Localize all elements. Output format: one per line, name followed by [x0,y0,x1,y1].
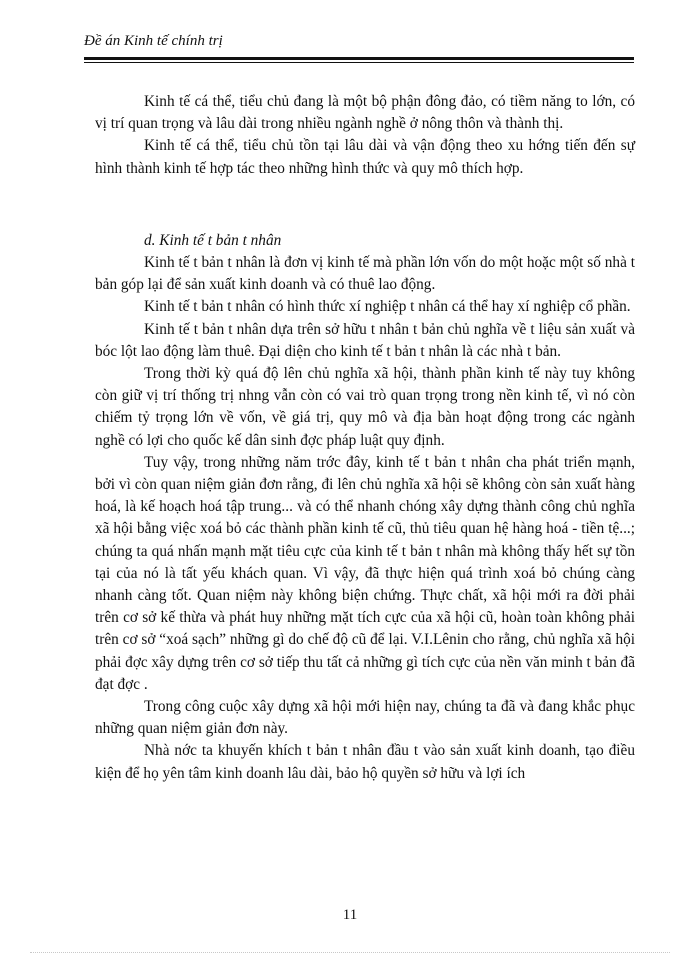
paragraph: Kinh tế t bản t nhân dựa trên sở hữu t nhân t bản chủ nghĩa về t liệu sản xuất và bóc lột lao động làm thuê. Đại diện cho kinh tế t bản t nhân là các nhà t bản. [95,320,635,360]
paragraph: Kinh tế cá thể, tiểu chủ đang là một bộ phận đông đảo, có tiềm năng to lớn, có vị trí quan trọng và lâu dài trong nhiều ngành nghề ở nông thôn và thành thị. [95,93,635,133]
header-rule-thick [84,57,634,60]
header-rule-thin [84,62,634,63]
paragraph: Trong thời kỳ quá độ lên chủ nghĩa xã hội, thành phần kinh tế này tuy không còn giữ vị trí thống trị nhng vẫn còn có vai trò quan trọng trong nền kinh tế, vì nó còn chiếm tỷ trọng lớn về vốn, về giá trị, quy mô và địa bàn hoạt động trong các ngành nghề có lợi cho quốc kế dân sinh đợc pháp luật quy định. [95,365,635,449]
paragraph: Kinh tế t bản t nhân là đơn vị kinh tế mà phần lớn vốn do một hoặc một số nhà t bản góp lại để sản xuất kinh doanh và có thuê lao động. [95,254,635,294]
page-bottom-divider [30,952,670,953]
paragraph: Trong công cuộc xây dựng xã hội mới hiện nay, chúng ta đã và đang khắc phục những quan niệm giản đơn này. [95,698,635,738]
paragraph: Kinh tế t bản t nhân có hình thức xí nghiệp t nhân cá thể hay xí nghiệp cổ phần. [144,298,631,316]
document-body [95,91,635,785]
paragraph: Tuy vậy, trong những năm trớc đây, kinh tế t bản t nhân cha phát triển mạnh, bởi vì còn quan niệm giản đơn rằng, đi lên chủ nghĩa xã hội sẽ không còn sản xuất hàng hoá, là kế hoạch hoá tập trung... và có thể nhanh chóng xây dựng thành công chủ nghĩa xã hội bằng việc xoá bỏ các thành phần kinh tế cũ, thủ tiêu quan hệ hàng hoá - tiền tệ...; chúng ta quá nhấn mạnh mặt tiêu cực của kinh tế t bản t nhân mà không thấy hết sự tồn tại của nó là tất yếu khách quan. Vì vậy, đã thực hiện quá trình xoá bỏ chúng càng nhanh càng tốt. Quan niệm này không biện chứng. Thực chất, xã hội mới ra đời phải trên cơ sở kế thừa và phát huy những mặt tích cực của xã hội cũ, hoàn toàn không phải trên cơ sở “xoá sạch” những gì do chế độ cũ để lại. V.I.Lênin cho rằng, chủ nghĩa xã hội phải đợc xây dựng trên cơ sở tiếp thu tất cả những gì tích cực của nền văn minh t bản đã đạt đợc . [95,453,635,693]
paragraph: Kinh tế cá thể, tiểu chủ tồn tại lâu dài và vận động theo xu hớng tiến đến sự hình thành kinh tế hợp tác theo những hình thức và quy mô thích hợp. [95,137,635,177]
page-number: 11 [342,907,358,923]
document-header-title: Đề án Kinh tế chính trị [84,33,223,49]
section-heading: d. Kinh tế t bản t nhân [144,231,282,249]
paragraph: Nhà nớc ta khuyến khích t bản t nhân đầu t vào sản xuất kinh doanh, tạo điều kiện để họ yên tâm kinh doanh lâu dài, bảo hộ quyền sở hữu và lợi ích [95,742,635,782]
